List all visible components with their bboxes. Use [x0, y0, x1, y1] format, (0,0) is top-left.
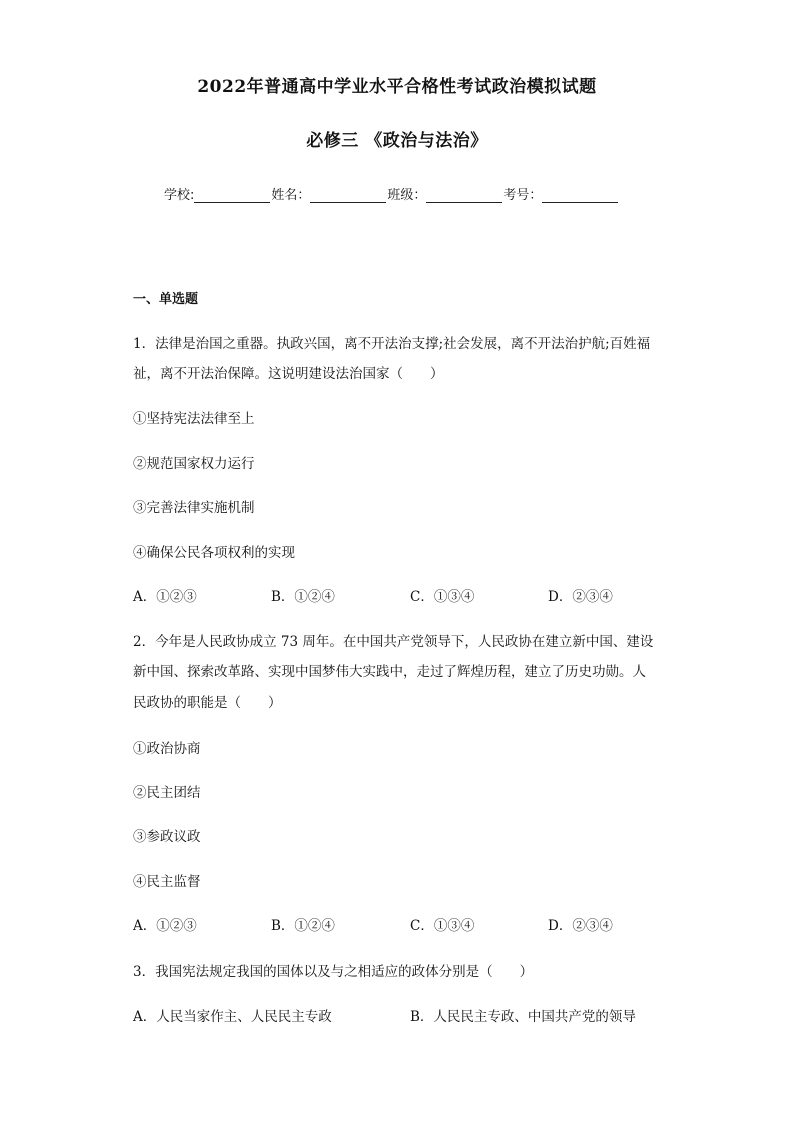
- q2-option-4: ④民主监督: [133, 874, 201, 890]
- q2-stem-line2: 新中国、探索改革路、实现中国梦伟大实践中，走过了辉煌历程，建立了历史功勋。人: [133, 664, 646, 680]
- number-blank[interactable]: [542, 188, 618, 203]
- q1-option-3: ③完善法律实施机制: [133, 500, 255, 516]
- q1-stem-line1: 1．法律是治国之重器。执政兴国，离不开法治支撑;社会发展，离不开法治护航;百姓福: [133, 336, 651, 352]
- q2-stem-line1: 2．今年是人民政协成立 73 周年。在中国共产党领导下，人民政协在建立新中国、建设: [133, 634, 654, 650]
- q1-choice-d[interactable]: D．②③④: [548, 589, 613, 605]
- class-blank[interactable]: [426, 188, 502, 203]
- q1-option-2: ②规范国家权力运行: [133, 456, 255, 472]
- q1-choice-a[interactable]: A．①②③: [133, 589, 197, 605]
- school-blank[interactable]: [194, 188, 270, 203]
- q3-stem: 3．我国宪法规定我国的国体以及与之相适应的政体分别是（ ）: [133, 964, 534, 980]
- q2-choice-a[interactable]: A．①②③: [133, 918, 197, 934]
- name-blank[interactable]: [310, 188, 386, 203]
- exam-title: 2022年普通高中学业水平合格性考试政治模拟试题: [197, 77, 597, 97]
- number-label: 考号：: [503, 188, 543, 203]
- name-label: 姓名：: [271, 188, 311, 203]
- q1-choice-c[interactable]: C．①③④: [410, 589, 475, 605]
- q2-stem-line3: 民政协的职能是（ ）: [133, 695, 282, 711]
- section-title: 一、单选题: [133, 292, 199, 307]
- q1-option-4: ④确保公民各项权利的实现: [133, 545, 295, 561]
- q2-choice-d[interactable]: D．②③④: [548, 918, 613, 934]
- q1-option-1: ①坚持宪法法律至上: [133, 411, 255, 427]
- class-label: 班级：: [387, 188, 427, 203]
- q2-option-1: ①政治协商: [133, 741, 201, 757]
- q1-stem-line2: 祉，离不开法治保障。这说明建设法治国家（ ）: [133, 366, 444, 382]
- q2-option-2: ②民主团结: [133, 785, 201, 801]
- q2-choice-c[interactable]: C．①③④: [410, 918, 475, 934]
- exam-subtitle: 必修三 《政治与法治》: [306, 131, 488, 151]
- q2-choice-b[interactable]: B．①②④: [271, 918, 335, 934]
- student-info-line: [164, 184, 619, 203]
- school-label: 学校:: [164, 188, 195, 203]
- q3-choice-a[interactable]: A．人民当家作主、人民民主专政: [133, 1009, 332, 1025]
- q2-option-3: ③参政议政: [133, 829, 201, 845]
- q3-choice-b[interactable]: B．人民民主专政、中国共产党的领导: [410, 1009, 636, 1025]
- q1-choice-b[interactable]: B．①②④: [271, 589, 335, 605]
